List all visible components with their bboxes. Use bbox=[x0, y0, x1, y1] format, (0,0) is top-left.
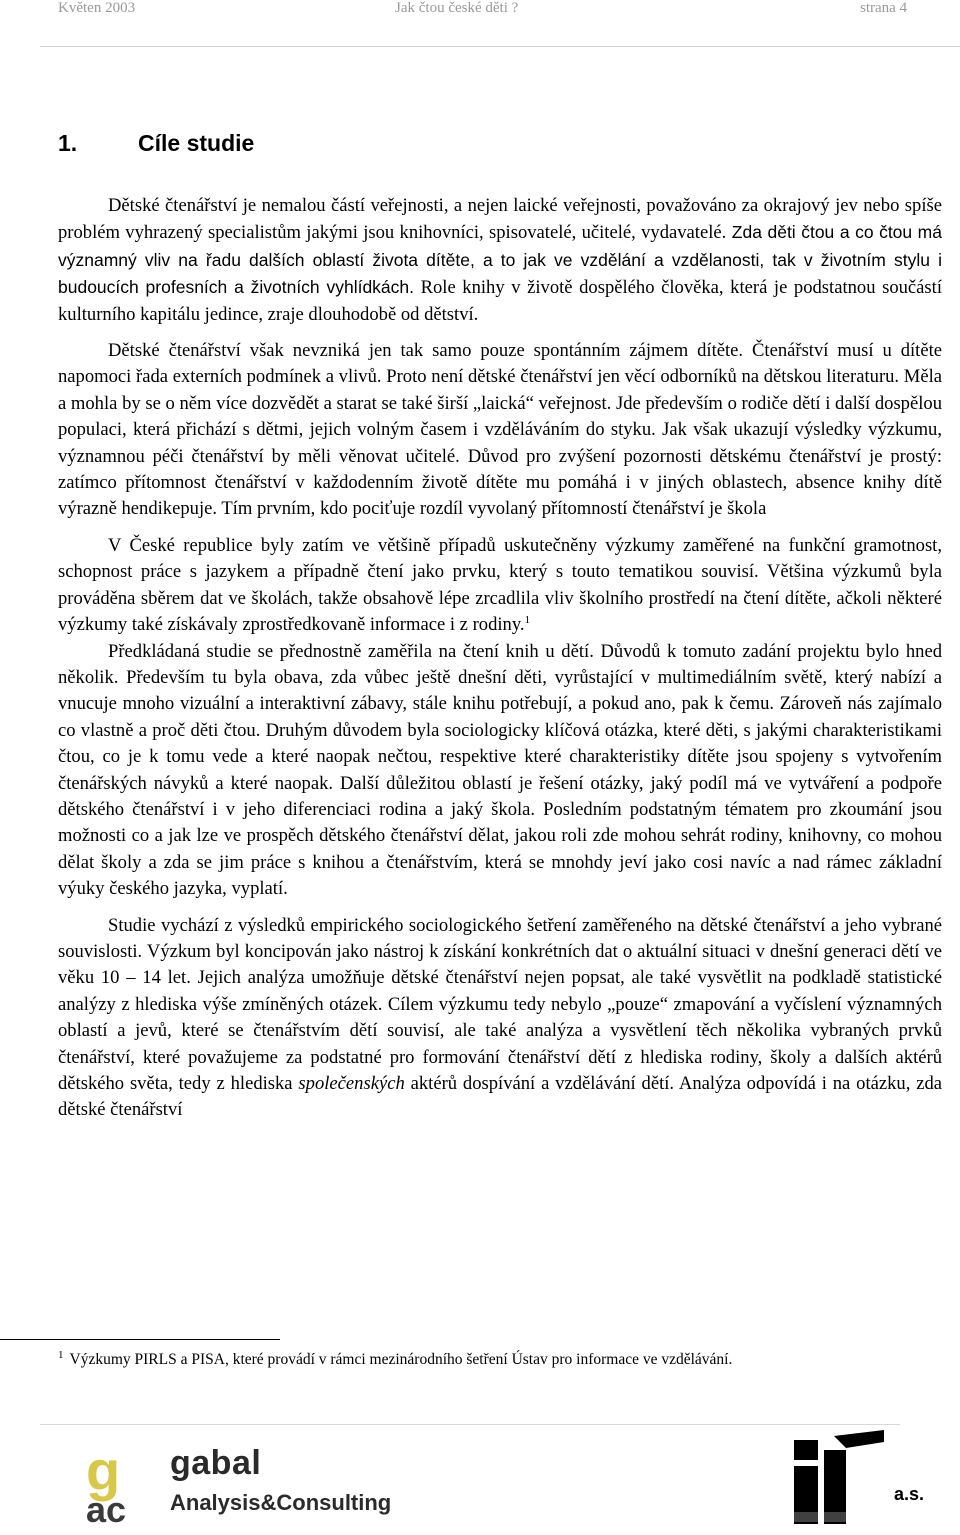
gabal-logo-tagline: Analysis&Consulting bbox=[170, 1490, 392, 1515]
footnote-divider bbox=[0, 1339, 280, 1340]
header-date: Květen 2003 bbox=[58, 0, 136, 16]
document-body bbox=[58, 193, 942, 1124]
svg-text:g: g bbox=[86, 1440, 121, 1502]
section-number: 1. bbox=[58, 130, 78, 156]
section-heading bbox=[58, 130, 254, 157]
header-page-number: strana 4 bbox=[860, 0, 908, 16]
paragraph-text: Studie vychází z výsledků empirického sociologického šetření zaměřeného na dětské čtenářství a jeho vybrané souvislosti. Výzkum byl koncipován jako nástroj k získání konkrétních dat o aktuální situaci v dnešní generaci dětí ve věku 10 – 14 let. Jejich analýza umožňuje dětské čtenářství nejen popsat, ale také vysvětlit na podkladě statistické analýzy z hlediska výše zmíněných otázek. Cílem výzkumu tedy nebylo „pouze“ zmapování a vyčíslení významných oblastí a jevů, které se čtenářstvím dětí souvisí, ale také analýza a vysvětlení těch několika vybraných prvků čtenářství, které považujeme za podstatné pro formování čtenářství dětí z hlediska rodiny, školy a dalších aktérů dětského světa, tedy z hlediska bbox=[58, 914, 942, 1094]
page-header bbox=[0, 0, 960, 22]
footnote bbox=[58, 1350, 938, 1370]
paragraph-italic-text: společenských bbox=[298, 1073, 405, 1094]
partner-logo-text: a.s. bbox=[894, 1484, 925, 1504]
logo-mark-text: ac bbox=[86, 1489, 127, 1526]
gabal-logo-mark-icon bbox=[84, 1440, 154, 1526]
header-divider bbox=[40, 46, 960, 47]
paragraph bbox=[58, 193, 942, 328]
paragraph bbox=[58, 913, 942, 1124]
paragraph-text: aktérů dospívání a vzdělávání dětí. Analýza odpovídá i na otázku, zda dětské čtenářství bbox=[58, 1073, 943, 1121]
paragraph: Dětské čtenářství však nevzniká jen tak samo pouze spontánním zájmem dítěte. Čtenářství musí u dítěte napomoci řada externích podmínek a vlivů. Proto není dětské čtenářství jen věcí odborníků na dětskou literaturu. Měla a mohla by se o něm více dozvědět a starat se také širší „laická“ veřejnost. Jde především o rodiče dětí i další dospělou populaci, která přichází s dětmi, jejich volným časem i vzděláváním do styku. Jak však ukazují výsledky výzkumu, významnou péči čtenářství by měli věnovat učitelé. Důvod pro zvýšení pozornosti dětskému čtenářství je prostý: zatímco přítomnost čtenářství v každodenním životě dítěte mu pomáhá i v jiných oblastech, absence knihy dítě výrazně hendikepuje. Tím prvním, kdo pociťuje rozdíl vyvolaný přítomností čtenářství je škola bbox=[58, 340, 942, 520]
paragraph-text: Dětské čtenářství je nemalou částí veřejnosti, a nejen laické veřejnosti, považováno za okrajový jev nebo spíše problém vyhrazený specialistům jakými jsou knihovníci, spisovatelé, učitelé, vydavatelé. bbox=[58, 195, 942, 244]
footnote-number: 1 bbox=[58, 1348, 64, 1361]
footnote-text: Výzkumy PIRLS a PISA, které provádí v rámci mezinárodního šetření Ústav pro informace ve vzdělávání. bbox=[69, 1351, 733, 1368]
header-title: Jak čtou české děti ? bbox=[395, 0, 519, 16]
section-title: Cíle studie bbox=[138, 130, 255, 156]
partner-logo bbox=[784, 1426, 954, 1530]
gabal-logo bbox=[84, 1440, 414, 1528]
paragraph-text: Zda děti čtou a co čtou má významný vliv na řadu dalších oblastí života dítěte, a to jak ve vzdělání a vzdělanosti, tak v životním stylu i budoucích profesních a životních vyhlídkách. bbox=[58, 222, 942, 298]
gabal-logo-name: gabal bbox=[170, 1444, 262, 1482]
partner-logo-mark-icon bbox=[784, 1426, 894, 1530]
paragraph-text: Role knihy v životě dospělého člověka, která je podstatnou součástí kulturního kapitálu jedince, zraje dlouhodobě od dětství. bbox=[58, 277, 943, 325]
paragraph-text: V České republice byly zatím ve většině případů uskutečněny výzkumy zaměřené na funkční gramotnost, schopnost práce s jazykem a případně čtení jako prvku, který s touto tematikou souvisí. Většina výzkumů byla prováděna sběrem dat ve školách, takže obsahově lépe zrcadlila vliv školního prostředí na čtení dítěte, ačkoli některé výzkumy také získávaly zprostředkovaně informace i z rodiny. bbox=[58, 534, 942, 636]
paragraph: Předkládaná studie se přednostně zaměřila na čtení knih u dětí. Důvodů k tomuto zadání projektu bylo hned několik. Především tu byla obava, zda vůbec ještě dnešní děti, vyrůstající v multimediálním světě, který nabízí a vnucuje mnoho vizuální a interaktivní zábavy, stále knihu potřebují, a pokud ano, pak k čemu. Zároveň nás zajímalo co vlastně a proč děti čtou. Druhým důvodem byla sociologicky klíčová otázka, které děti, s jakými charakteristikami čtou, co je k tomu vede a které naopak nečtou, respektive které charakteristiky dítěte jsou spojeny s vytvořením čtenářských návyků a které naopak. Další důležitou oblastí je řešení otázky, jaký podíl má ve vytváření a podpoře dětského čtenářství i v jeho diferenciaci rodina a jaký škola. Posledním podstatným tématem pro zkoumání jsou možnosti co a jak lze ve prospěch dětského čtenářství dělat, jakou roli zde mohou sehrát rodiny, knihovny, co mohou dělat školy a zda se jim práce s knihou a čtenářstvím, která se mnohdy jeví jako cosi navíc a nad rámec základní výuky českého jazyka, vyplatí. bbox=[58, 640, 942, 900]
footer-divider bbox=[40, 1424, 900, 1425]
footnote-reference[interactable]: 1 bbox=[524, 613, 531, 626]
paragraph bbox=[58, 533, 942, 639]
